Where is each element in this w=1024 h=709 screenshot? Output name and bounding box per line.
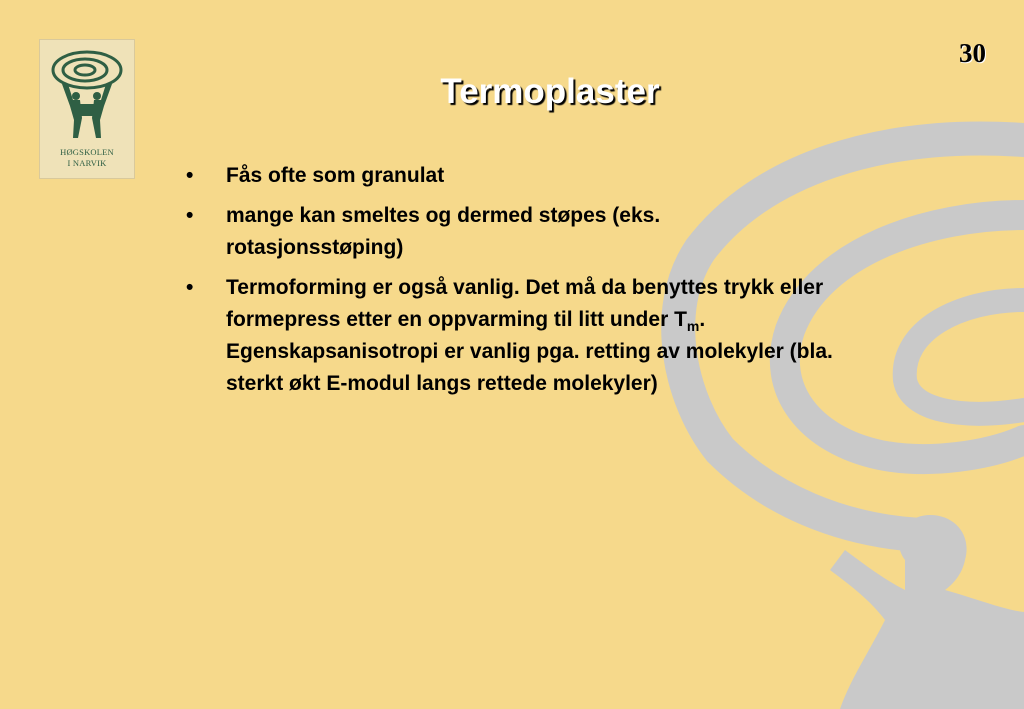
bullet-dot: • <box>186 276 194 299</box>
bullet-dot: • <box>186 164 194 187</box>
bullet-text: Fås ofte som granulat <box>226 164 445 187</box>
bullet-text: Termoforming er også vanlig. Det må da benyttes trykk eller formepress etter en oppvarming til litt under T <box>226 276 824 331</box>
logo-text-line2: I NARVIK <box>67 158 107 168</box>
bullet-item <box>186 160 886 192</box>
bullet-dot: • <box>186 204 194 227</box>
bullet-item <box>186 200 786 264</box>
bullet-text: mange kan smeltes og dermed støpes (eks. rotasjonsstøping) <box>226 204 661 259</box>
subscript-m: m <box>686 318 700 335</box>
logo-text-line1: HØGSKOLEN <box>60 147 114 157</box>
bullet-text-continued: . Egenskapsanisotropi er vanlig pga. retting av molekyler (bla. sterkt økt E-modul langs rettede molekyler) <box>226 308 833 395</box>
bullet-item <box>186 272 886 400</box>
page-number: 30 <box>959 38 986 68</box>
bullet-list <box>186 160 886 408</box>
slide-title: Termoplaster <box>440 72 660 111</box>
